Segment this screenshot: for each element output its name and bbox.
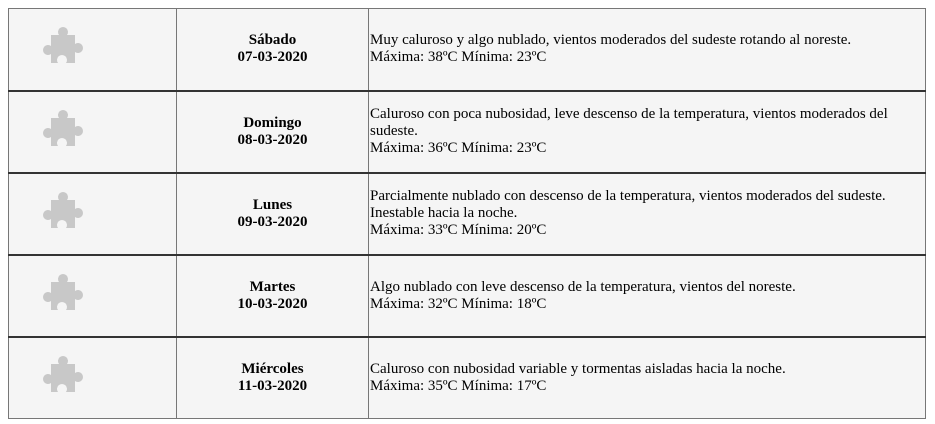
day-date: 11-03-2020 <box>237 377 308 394</box>
forecast-description: Parcialmente nublado con descenso de la temperatura, vientos moderados del sudeste. Inestable hacia la noche. <box>370 188 886 221</box>
day-date: 08-03-2020 <box>237 131 308 148</box>
date-cell <box>177 255 369 337</box>
forecast-description: Caluroso con poca nubosidad, leve descenso de la temperatura, vientos moderados del sudeste. <box>370 106 888 139</box>
forecast-row-0 <box>9 9 926 91</box>
forecast-row-3 <box>9 255 926 337</box>
forecast-description: Muy caluroso y algo nublado, vientos moderados del sudeste rotando al noreste. <box>370 32 852 49</box>
description-cell <box>369 173 926 255</box>
date-cell <box>177 173 369 255</box>
description-cell <box>369 9 926 91</box>
icon-cell <box>9 91 177 173</box>
day-name: Sábado <box>248 32 297 49</box>
day-name: Domingo <box>243 114 302 131</box>
forecast-description: Caluroso con nubosidad variable y tormentas aisladas hacia la noche. <box>370 360 786 377</box>
day-date: 07-03-2020 <box>237 49 308 66</box>
puzzle-placeholder-icon <box>37 354 85 402</box>
temperature-range: Máxima: 36ºC Mínima: 23ºC <box>370 140 547 156</box>
temperature-range: Máxima: 35ºC Mínima: 17ºC <box>370 377 547 394</box>
puzzle-placeholder-icon <box>37 25 85 73</box>
day-date: 09-03-2020 <box>237 213 308 230</box>
day-name: Lunes <box>252 196 293 213</box>
day-name: Martes <box>249 278 296 295</box>
forecast-description: Algo nublado con leve descenso de la temperatura, vientos del noreste. <box>370 278 796 295</box>
description-cell <box>369 91 926 173</box>
day-name: Miércoles <box>241 360 304 377</box>
date-cell <box>177 91 369 173</box>
icon-cell <box>9 9 177 91</box>
forecast-table <box>8 8 926 419</box>
icon-cell <box>9 255 177 337</box>
puzzle-placeholder-icon <box>37 190 85 238</box>
description-cell <box>369 337 926 419</box>
temperature-range: Máxima: 33ºC Mínima: 20ºC <box>370 222 547 238</box>
day-date: 10-03-2020 <box>237 295 308 312</box>
forecast-row-2 <box>9 173 926 255</box>
icon-cell <box>9 337 177 419</box>
date-cell <box>177 9 369 91</box>
puzzle-placeholder-icon <box>37 272 85 320</box>
temperature-range: Máxima: 38ºC Mínima: 23ºC <box>370 49 547 66</box>
description-cell <box>369 255 926 337</box>
forecast-row-4 <box>9 337 926 419</box>
puzzle-placeholder-icon <box>37 108 85 156</box>
date-cell <box>177 337 369 419</box>
icon-cell <box>9 173 177 255</box>
forecast-row-1 <box>9 91 926 173</box>
temperature-range: Máxima: 32ºC Mínima: 18ºC <box>370 295 547 312</box>
